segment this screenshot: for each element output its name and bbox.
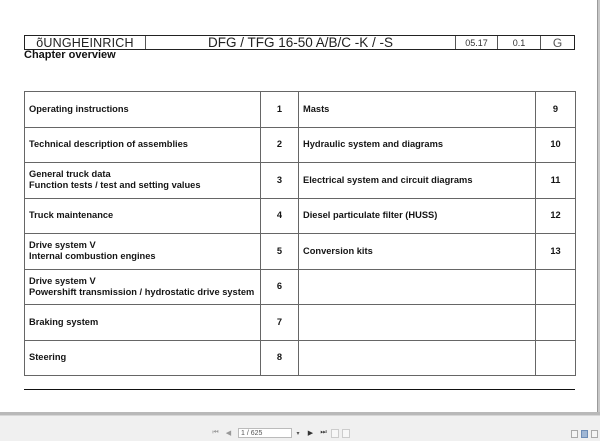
document-header-table: [24, 35, 575, 50]
chapter-title-line: Powershift transmission / hydrostatic drive system: [29, 286, 255, 297]
last-page-icon[interactable]: ⏭: [320, 429, 327, 436]
table-row: [25, 92, 576, 128]
chapter-number-cell: 4: [261, 198, 299, 234]
chapter-title-line: Function tests / test and setting values: [29, 180, 201, 191]
chapter-title-cell[interactable]: [299, 92, 536, 128]
chapter-title-cell[interactable]: [25, 127, 261, 163]
chapter-title-cell[interactable]: [299, 234, 536, 270]
chapter-number-cell: 6: [261, 269, 299, 305]
chapter-title-line: Technical description of assemblies: [29, 139, 188, 150]
chapter-number-cell: 8: [261, 340, 299, 376]
page-layout-icon[interactable]: [342, 429, 350, 438]
chapter-title-line: Conversion kits: [303, 245, 373, 256]
chapter-number-cell: 11: [536, 163, 576, 199]
page-navigation: [210, 427, 353, 439]
chapter-title-cell[interactable]: [299, 340, 536, 376]
chapter-title-cell[interactable]: [299, 127, 536, 163]
chapter-title-line: Diesel particulate filter (HUSS): [303, 210, 438, 221]
chapter-number-cell: [536, 269, 576, 305]
two-page-view-icon[interactable]: [591, 430, 598, 438]
chapter-title-line: Operating instructions: [29, 103, 129, 114]
chapter-title-cell[interactable]: [25, 234, 261, 270]
chapter-title-line: Drive system V: [29, 240, 96, 251]
chapter-title-cell[interactable]: [299, 198, 536, 234]
chapter-title-cell[interactable]: [299, 163, 536, 199]
page-dropdown-icon[interactable]: ▾: [296, 430, 300, 437]
chapter-title-line: Truck maintenance: [29, 210, 114, 221]
table-row: [25, 269, 576, 305]
page-title: Chapter overview: [24, 49, 116, 61]
chapter-number-cell: 1: [261, 92, 299, 128]
first-page-icon[interactable]: ⏮: [212, 429, 219, 436]
table-row: [25, 234, 576, 270]
jungheinrich-logo: õUNGHEINRICH: [25, 36, 146, 49]
chapter-title-line: Steering: [29, 352, 67, 363]
chapter-number-cell: [536, 305, 576, 341]
page-bottom-rule: [24, 389, 575, 390]
chapter-number-cell: 13: [536, 234, 576, 270]
chapter-title-line: Hydraulic system and diagrams: [303, 139, 444, 150]
chapter-title-cell[interactable]: [25, 163, 261, 199]
chapter-number-cell: [536, 340, 576, 376]
chapter-title-line: Electrical system and circuit diagrams: [303, 174, 473, 185]
chapter-title-cell[interactable]: [25, 198, 261, 234]
chapter-number-cell: 9: [536, 92, 576, 128]
chapter-title-cell[interactable]: [25, 92, 261, 128]
chapter-number-cell: 5: [261, 234, 299, 270]
chapter-number-cell: 12: [536, 198, 576, 234]
chapter-title-cell[interactable]: [25, 340, 261, 376]
chapter-title-cell[interactable]: [25, 269, 261, 305]
view-mode-icons: [571, 430, 600, 438]
chapter-number-cell: 2: [261, 127, 299, 163]
continuous-view-icon[interactable]: [581, 430, 588, 438]
prev-page-icon[interactable]: ◀: [225, 430, 232, 437]
table-row: [25, 198, 576, 234]
page-number-input[interactable]: 1 / 625: [238, 428, 292, 438]
document-section: G: [552, 35, 563, 50]
chapter-number-cell: 10: [536, 127, 576, 163]
table-row: [25, 305, 576, 341]
table-row: [25, 127, 576, 163]
chapter-title-cell[interactable]: [299, 305, 536, 341]
document-version: 0.1: [498, 36, 541, 49]
chapter-title-cell[interactable]: [25, 305, 261, 341]
chapter-title-line: Drive system V: [29, 275, 96, 286]
table-row: [25, 163, 576, 199]
chapter-title-line: Braking system: [29, 316, 99, 327]
chapter-number-cell: 7: [261, 305, 299, 341]
chapter-title-line: Internal combustion engines: [29, 251, 156, 262]
chapter-title-line: General truck data: [29, 169, 111, 180]
document-title: DFG / TFG 16-50 A/B/C -K / -S: [146, 36, 456, 49]
next-page-icon[interactable]: ▶: [307, 430, 314, 437]
page-copy-icon[interactable]: [331, 429, 339, 438]
chapter-number-cell: 3: [261, 163, 299, 199]
document-date: 05.17: [456, 36, 498, 49]
chapter-title-line: Masts: [303, 103, 330, 114]
chapter-overview-table: [24, 91, 576, 376]
single-page-view-icon[interactable]: [571, 430, 578, 438]
table-row: [25, 340, 576, 376]
chapter-title-cell[interactable]: [299, 269, 536, 305]
